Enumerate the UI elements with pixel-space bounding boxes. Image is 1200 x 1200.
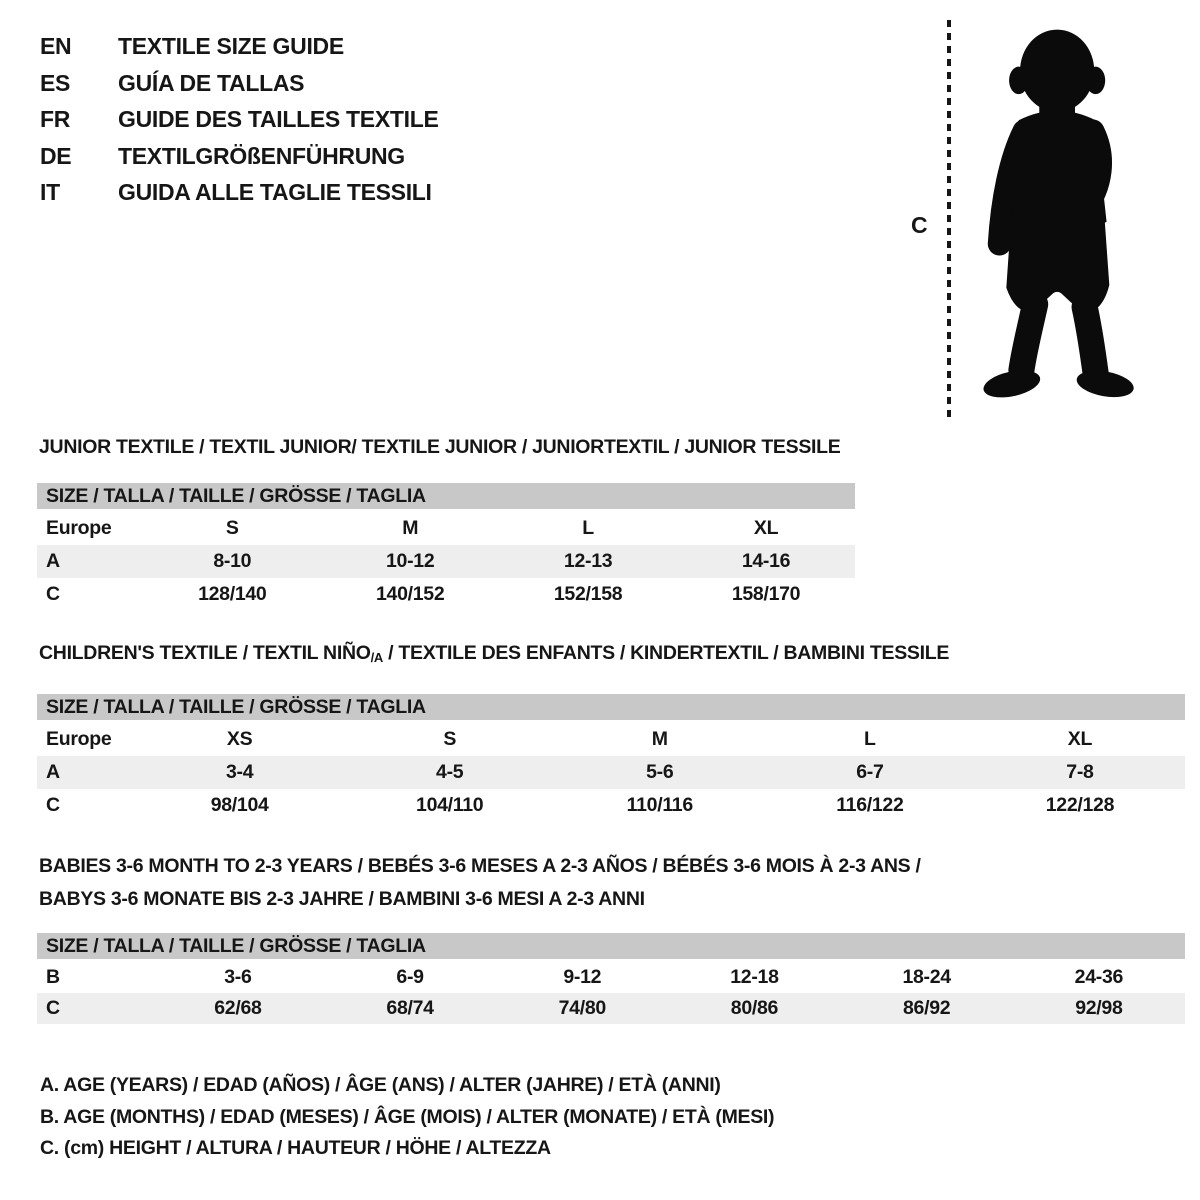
height-dashed-line — [947, 20, 951, 420]
title-line-2: BABYS 3-6 MONATE BIS 2-3 JAHRE / BAMBINI 3-6 MESI A 2-3 ANNI — [39, 887, 645, 910]
title-text: / TEXTILE DES ENFANTS / KINDERTEXTIL / BAMBINI TESSILE — [383, 642, 950, 664]
value-cell: 18-24 — [902, 966, 951, 988]
table-row-header — [37, 512, 855, 545]
table-row-age — [37, 756, 1185, 789]
junior-size-table — [37, 512, 855, 611]
children-size-table — [37, 723, 1185, 822]
size-header-cell: XL — [1067, 728, 1093, 750]
value-cell: 4-5 — [345, 756, 555, 789]
value-cell: 14-16 — [677, 545, 855, 578]
value-cell: 74/80 — [496, 993, 668, 1024]
size-header-cell: M — [651, 728, 668, 750]
children-textile-section — [37, 643, 1185, 822]
value-cell: 80/86 — [668, 993, 840, 1024]
region-header-cell: Europe — [46, 728, 112, 750]
babies-size-header-bar: SIZE / TALLA / TAILLE / GRÖSSE / TAGLIA — [37, 933, 1185, 959]
value-cell: 3-6 — [224, 966, 252, 988]
size-header-cell: XS — [226, 728, 253, 750]
language-code: DE — [40, 142, 72, 169]
language-label: GUÍA DE TALLAS — [118, 69, 305, 96]
row-label-cell: A — [37, 756, 135, 789]
row-label-cell: C — [46, 583, 60, 605]
value-cell: 8-10 — [143, 545, 321, 578]
junior-size-header-bar: SIZE / TALLA / TAILLE / GRÖSSE / TAGLIA — [37, 483, 855, 509]
language-row-fr — [40, 101, 439, 138]
value-cell: 104/110 — [416, 794, 484, 816]
value-cell: 92/98 — [1013, 993, 1185, 1024]
value-cell: 12-18 — [730, 966, 779, 988]
title-line-1: BABIES 3-6 MONTH TO 2-3 YEARS / BEBÉS 3-6 MESES A 2-3 AÑOS / BÉBÉS 3-6 MOIS À 2-3 ANS / — [39, 855, 921, 877]
legend-line-c: C. (cm) HEIGHT / ALTURA / HAUTEUR / HÖHE / ALTEZZA — [40, 1137, 551, 1159]
value-cell: 12-13 — [499, 545, 677, 578]
children-section-title — [39, 643, 1185, 668]
measure-legend — [40, 1070, 774, 1165]
size-header-cell: S — [225, 517, 239, 539]
region-header-cell: Europe — [46, 517, 112, 539]
language-code: IT — [40, 179, 60, 205]
value-cell: 140/152 — [375, 583, 445, 605]
language-row-it — [40, 174, 439, 211]
value-cell: 98/104 — [210, 794, 269, 816]
value-cell: 152/158 — [553, 583, 623, 605]
value-cell: 158/170 — [731, 583, 801, 605]
language-label: GUIDE DES TAILLES TEXTILE — [118, 106, 439, 132]
babies-textile-section — [37, 850, 1185, 1024]
value-cell: 110/116 — [626, 794, 693, 816]
language-title-list — [40, 28, 439, 211]
table-row-height — [37, 578, 855, 611]
table-row-height — [37, 789, 1185, 822]
value-cell: 24-36 — [1074, 966, 1124, 988]
value-cell: 62/68 — [152, 993, 324, 1024]
value-cell: 3-4 — [135, 756, 345, 789]
babies-section-title — [39, 850, 1185, 915]
size-header-cell: XL — [753, 517, 779, 539]
value-cell: 128/140 — [198, 583, 267, 605]
height-measure-label: C — [911, 212, 928, 238]
language-label: TEXTILE SIZE GUIDE — [118, 33, 344, 59]
legend-line-b: B. AGE (MONTHS) / EDAD (MESES) / ÂGE (MOIS) / ALTER (MONATE) / ETÀ (MESI) — [40, 1105, 775, 1128]
value-cell: 86/92 — [841, 993, 1013, 1024]
toddler-silhouette-icon — [961, 14, 1167, 416]
row-label-cell: B — [46, 966, 60, 988]
junior-textile-section — [37, 437, 855, 611]
table-row-age — [37, 545, 855, 578]
language-code: ES — [40, 69, 71, 96]
value-cell: 116/122 — [836, 794, 904, 816]
language-label: GUIDA ALLE TAGLIE TESSILI — [118, 179, 432, 205]
language-label: TEXTILGRÖßENFÜHRUNG — [118, 142, 405, 169]
language-row-en — [40, 28, 439, 65]
row-label-cell: C — [46, 794, 60, 816]
children-size-header-bar: SIZE / TALLA / TAILLE / GRÖSSE / TAGLIA — [37, 694, 1185, 720]
row-label-cell: C — [37, 993, 152, 1024]
size-header-cell: L — [864, 728, 876, 750]
table-row-header — [37, 723, 1185, 756]
row-label-cell: A — [37, 545, 143, 578]
title-text: CHILDREN'S TEXTILE / TEXTIL NIÑO — [39, 642, 371, 664]
value-cell: 6-9 — [396, 966, 424, 988]
language-code: FR — [40, 106, 71, 132]
value-cell: 6-7 — [765, 756, 975, 789]
language-row-es — [40, 65, 439, 102]
table-row-age-months — [37, 962, 1185, 993]
value-cell: 5-6 — [555, 756, 765, 789]
size-header-cell: M — [402, 517, 419, 539]
title-suffix: /A — [370, 650, 384, 665]
baby-figure — [903, 8, 1173, 428]
value-cell: 122/128 — [1045, 794, 1115, 816]
size-header-cell: L — [582, 517, 594, 539]
babies-size-table — [37, 962, 1185, 1024]
legend-line-a: A. AGE (YEARS) / EDAD (AÑOS) / ÂGE (ANS) / ALTER (JAHRE) / ETÀ (ANNI) — [40, 1074, 721, 1096]
value-cell: 9-12 — [563, 966, 602, 988]
table-row-height — [37, 993, 1185, 1024]
junior-section-title: JUNIOR TEXTILE / TEXTIL JUNIOR/ TEXTILE JUNIOR / JUNIORTEXTIL / JUNIOR TESSILE — [39, 436, 841, 458]
language-code: EN — [40, 33, 72, 59]
language-row-de — [40, 138, 439, 175]
value-cell: 10-12 — [321, 545, 499, 578]
value-cell: 68/74 — [324, 993, 496, 1024]
size-header-cell: S — [443, 728, 457, 750]
value-cell: 7-8 — [975, 756, 1185, 789]
